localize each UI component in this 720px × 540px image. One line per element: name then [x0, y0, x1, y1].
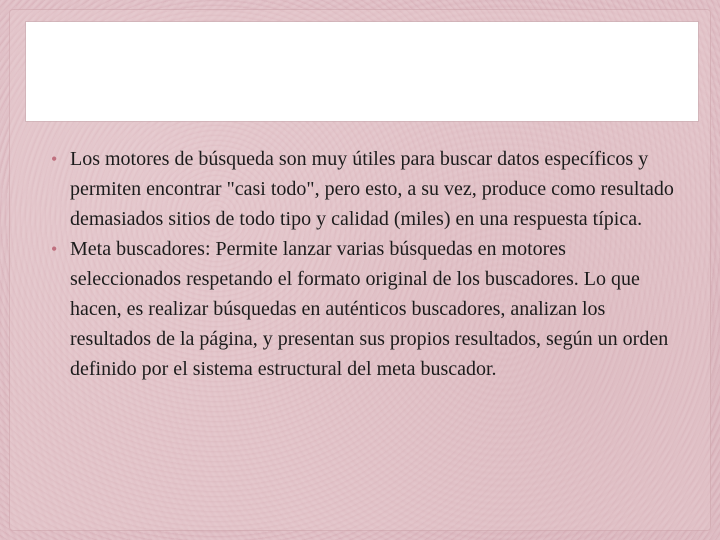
bullet-item-meta-buscadores	[50, 234, 680, 384]
bullet-term: Meta buscadores	[70, 238, 205, 260]
bullet-dot-icon: •	[51, 239, 58, 259]
title-placeholder[interactable]	[26, 22, 698, 121]
bullet-text: de búsqueda son muy útiles para buscar datos específicos y permiten encontrar "casi todo", pero esto, a su vez, produce como resultado demasiados sitios de todo tipo y calidad (miles) en una respuesta típica.	[70, 148, 674, 230]
bullet-text: : Permite lanzar varias búsquedas en motores seleccionados respetando el formato original de los buscadores. Lo que hacen, es realizar búsquedas en auténticos buscadores, analizan los resultados de la página, y presentan sus propios resultados, según un orden definido por el sistema estructural del meta buscador.	[70, 238, 669, 380]
bullet-term: Los motores	[70, 148, 170, 170]
bullet-dot-icon: •	[51, 149, 58, 169]
content-area[interactable]	[50, 144, 680, 384]
bullet-item-motores	[50, 144, 680, 234]
